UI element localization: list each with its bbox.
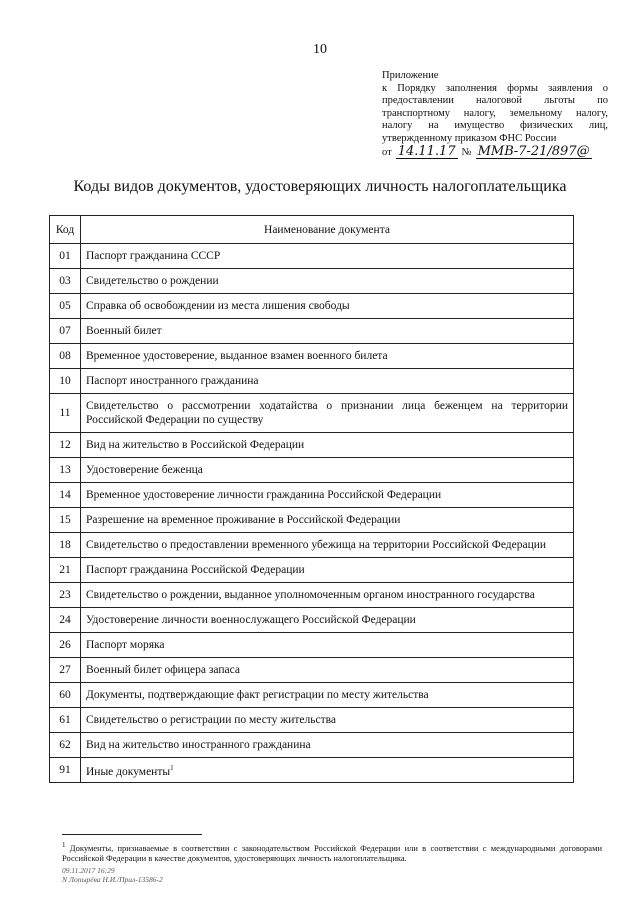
order-date: 14.11.17	[397, 143, 456, 159]
from-label: от	[382, 146, 392, 158]
row-name	[81, 683, 574, 708]
page-title: Коды видов документов, удостоверяющих личность налогоплательщика	[73, 178, 567, 195]
row-code: 03	[50, 269, 81, 294]
table-row	[50, 269, 574, 294]
table-row	[50, 583, 574, 608]
table-row	[50, 458, 574, 483]
row-name	[81, 458, 574, 483]
row-name-text: Военный билет офицера запаса	[86, 664, 240, 676]
row-name	[81, 369, 574, 394]
table-row	[50, 633, 574, 658]
row-code: 01	[50, 244, 81, 269]
row-code: 13	[50, 458, 81, 483]
table-row	[50, 533, 574, 558]
appendix-line-2: к Порядку заполнения формы заявления о	[382, 82, 608, 94]
footnote	[62, 840, 602, 864]
table-row	[50, 394, 574, 433]
row-name-text: Разрешение на временное проживание в Российской Федерации	[86, 514, 401, 526]
table-row	[50, 508, 574, 533]
row-code: 10	[50, 369, 81, 394]
table-row	[50, 433, 574, 458]
row-code: 27	[50, 658, 81, 683]
row-name-text: Паспорт иностранного гражданина	[86, 375, 259, 387]
appendix-line-5: налогу на имущество физических лиц,	[382, 120, 608, 132]
row-code: 91	[50, 758, 81, 783]
table-row	[50, 683, 574, 708]
page-number: 10	[313, 42, 327, 57]
footnote-mark: 1	[62, 841, 66, 849]
row-name-text: Паспорт гражданина СССР	[86, 250, 221, 262]
row-name	[81, 583, 574, 608]
row-name-text: Справка об освобождении из места лишения свободы	[86, 300, 350, 312]
row-code: 21	[50, 558, 81, 583]
print-stamp	[62, 866, 163, 884]
row-name	[81, 344, 574, 369]
row-name	[81, 733, 574, 758]
number-label: №	[461, 146, 472, 158]
row-code: 24	[50, 608, 81, 633]
table-row	[50, 244, 574, 269]
row-name	[81, 394, 574, 433]
row-name-text: Свидетельство о рождении, выданное уполномоченным органом иностранного государства	[86, 589, 535, 601]
row-name-text: Временное удостоверение, выданное взамен военного билета	[86, 350, 388, 362]
row-name	[81, 558, 574, 583]
footnote-divider	[62, 834, 202, 835]
row-name	[81, 244, 574, 269]
table-row	[50, 344, 574, 369]
row-name-text: Вид на жительство иностранного гражданина	[86, 739, 311, 751]
row-code: 12	[50, 433, 81, 458]
row-code: 11	[50, 394, 81, 433]
row-name-text: Свидетельство о предоставлении временного убежища на территории Российской Федерации	[86, 539, 547, 551]
row-name	[81, 633, 574, 658]
row-code: 18	[50, 533, 81, 558]
row-name	[81, 269, 574, 294]
row-name	[81, 758, 574, 783]
document-codes-table	[49, 215, 574, 783]
header-code: Код	[50, 216, 81, 244]
table-body	[50, 244, 574, 783]
order-reference	[382, 143, 608, 160]
row-name-text: Удостоверение беженца	[86, 464, 203, 476]
row-name	[81, 608, 574, 633]
row-code: 07	[50, 319, 81, 344]
appendix-line-6: утвержденному приказом ФНС России	[382, 132, 557, 144]
table-row	[50, 733, 574, 758]
row-name	[81, 294, 574, 319]
table-row	[50, 658, 574, 683]
row-name-text: Свидетельство о регистрации по месту жительства	[86, 714, 337, 726]
row-name	[81, 433, 574, 458]
row-code: 23	[50, 583, 81, 608]
row-name-text: Иные документы	[86, 765, 171, 778]
table-row	[50, 558, 574, 583]
row-name	[81, 483, 574, 508]
row-code: 62	[50, 733, 81, 758]
appendix-line-4: транспортному налогу, земельному налогу,	[382, 107, 608, 119]
table-row	[50, 483, 574, 508]
appendix-line-1: Приложение	[382, 70, 439, 81]
row-name-text: Документы, подтверждающие факт регистрации по месту жительства	[86, 689, 429, 701]
row-footnote-mark: 1	[170, 764, 174, 773]
table-header-row	[50, 216, 574, 244]
row-name-text: Свидетельство о рассмотрении ходатайства о признании лица беженцем на территории Российской Федерации по существу	[86, 400, 568, 426]
table-row	[50, 758, 574, 783]
row-code: 08	[50, 344, 81, 369]
row-name	[81, 319, 574, 344]
stamp-line-1: 09.11.2017 16:29	[62, 866, 115, 875]
row-name-text: Свидетельство о рождении	[86, 275, 219, 287]
footnote-text: Документы, признаваемые в соответствии с законодательством Российской Федерации или в соответствии с международными договорами Российской Федерации в качестве документов, удостоверяющих личность налогоплательщика.	[62, 842, 603, 864]
header-name: Наименование документа	[81, 216, 574, 244]
row-code: 26	[50, 633, 81, 658]
row-code: 15	[50, 508, 81, 533]
row-name-text: Удостоверение личности военнослужащего Российской Федерации	[86, 614, 416, 626]
row-code: 61	[50, 708, 81, 733]
row-name-text: Паспорт гражданина Российской Федерации	[86, 564, 305, 576]
row-name-text: Вид на жительство в Российской Федерации	[86, 439, 305, 451]
table-row	[50, 319, 574, 344]
appendix-block	[382, 70, 608, 159]
table-row	[50, 708, 574, 733]
row-name	[81, 508, 574, 533]
appendix-line-3: предоставлении налоговой льготы по	[382, 95, 608, 107]
table-row	[50, 608, 574, 633]
stamp-line-2: N Лопырёва Н.И./Прил-13586-2	[62, 875, 163, 884]
row-name-text: Военный билет	[86, 325, 162, 337]
order-number: ММВ-7-21/897@	[477, 143, 590, 159]
row-name-text: Паспорт моряка	[86, 639, 165, 651]
row-name	[81, 533, 574, 558]
row-name	[81, 708, 574, 733]
row-name	[81, 658, 574, 683]
row-code: 14	[50, 483, 81, 508]
table-row	[50, 369, 574, 394]
row-name-text: Временное удостоверение личности гражданина Российской Федерации	[86, 489, 442, 501]
table-row	[50, 294, 574, 319]
row-code: 05	[50, 294, 81, 319]
row-code: 60	[50, 683, 81, 708]
